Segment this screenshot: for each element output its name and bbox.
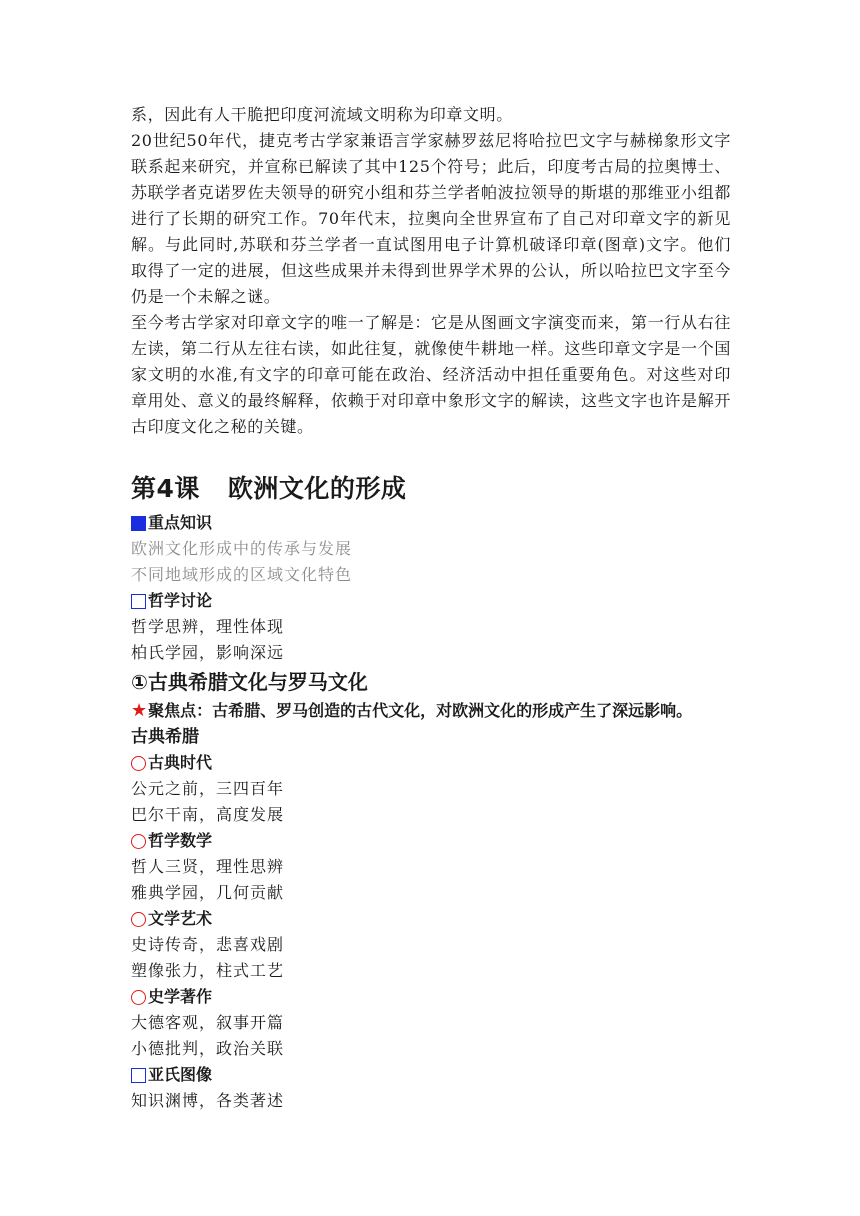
group-item: 公元之前，三四百年 [131,779,285,798]
document-page [131,102,731,1114]
philosophy-discussion-label: 哲学讨论 [148,591,213,610]
philosophy-item: 柏氏学园，影响深远 [131,643,285,662]
sub-heading: 古典希腊 [131,727,199,747]
lesson-name: 欧洲文化的形成 [227,474,407,503]
outline-square-icon [131,594,146,609]
philosophy-discussion-heading [131,588,731,614]
group-item: 大德客观，叙事开篇 [131,1013,285,1032]
group-heading-label: 哲学数学 [148,831,213,850]
group-item: 哲人三贤，理性思辨 [131,857,285,876]
focus-point [131,698,731,724]
group-heading [131,984,731,1010]
group-philosophy-math [131,828,731,906]
group-item: 小德批判，政治关联 [131,1039,285,1058]
group-item: 巴尔干南，高度发展 [131,805,285,824]
circle-icon [131,756,146,771]
group-heading [131,906,731,932]
group-heading [131,828,731,854]
key-knowledge-item: 不同地域形成的区域文化特色 [131,565,353,584]
group-aristotle [131,1062,731,1114]
circle-icon [131,834,146,849]
group-item: 史诗传奇，悲喜戏剧 [131,935,285,954]
focus-text: 聚焦点：古希腊、罗马创造的古代文化，对欧洲文化的形成产生了深远影响。 [148,701,693,720]
group-heading-label: 古典时代 [148,753,213,772]
group-heading [131,750,731,776]
circle-icon [131,912,146,927]
outline-square-icon [131,1068,146,1083]
group-heading [131,1062,731,1088]
circle-icon [131,990,146,1005]
filled-square-icon [131,516,146,531]
group-item: 塑像张力，柱式工艺 [131,961,285,980]
group-heading-label: 史学著作 [148,987,213,1006]
key-knowledge-label: 重点知识 [148,513,213,532]
section-title: ①古典希腊文化与罗马文化 [131,670,368,694]
philosophy-item: 哲学思辨，理性体现 [131,617,285,636]
group-heading-label: 亚氏图像 [148,1065,213,1084]
group-classical-era [131,750,731,828]
intro-paragraph-2: 20世纪50年代，捷克考古学家兼语言学家赫罗兹尼将哈拉巴文字与赫梯象形文字联系起来研究，并宣称已解读了其中125个符号；此后，印度考古局的拉奥博士、苏联学者克诺罗佐夫领导的研究小组和芬兰学者帕波拉领导的斯堪的那维亚小组都进行了长期的研究工作。70年代末，拉奥向全世界宣布了自己对印章文字的新见解。与此同时,苏联和芬兰学者一直试图用电子计算机破译印章(图章)文字。他们取得了一定的进展，但这些成果并未得到世界学术界的公认，所以哈拉巴文字至今仍是一个未解之谜。 [131,131,731,306]
intro-paragraph-1: 系，因此有人干脆把印度河流域文明称为印章文明。 [131,105,513,124]
group-historiography [131,984,731,1062]
group-heading-label: 文学艺术 [148,909,213,928]
group-literature-art [131,906,731,984]
group-item: 知识渊博，各类著述 [131,1091,285,1110]
intro-paragraph-3: 至今考古学家对印章文字的唯一了解是：它是从图画文字演变而来，第一行从右往左读，第二行从左往右读，如此往复，就像使牛耕地一样。这些印章文字是一个国家文明的水准,有文字的印章可能在政治、经济活动中担任重要角色。对这些对印章用处、意义的最终解释，依赖于对印章中象形文字的解读，这些文字也许是解开古印度文化之秘的关键。 [131,313,731,436]
group-item: 雅典学园，几何贡献 [131,883,285,902]
lesson-title [131,472,731,506]
key-knowledge-heading [131,510,731,536]
star-icon: ★ [131,700,148,721]
lesson-number: 第4课 [131,474,200,503]
key-knowledge-item: 欧洲文化形成中的传承与发展 [131,539,353,558]
